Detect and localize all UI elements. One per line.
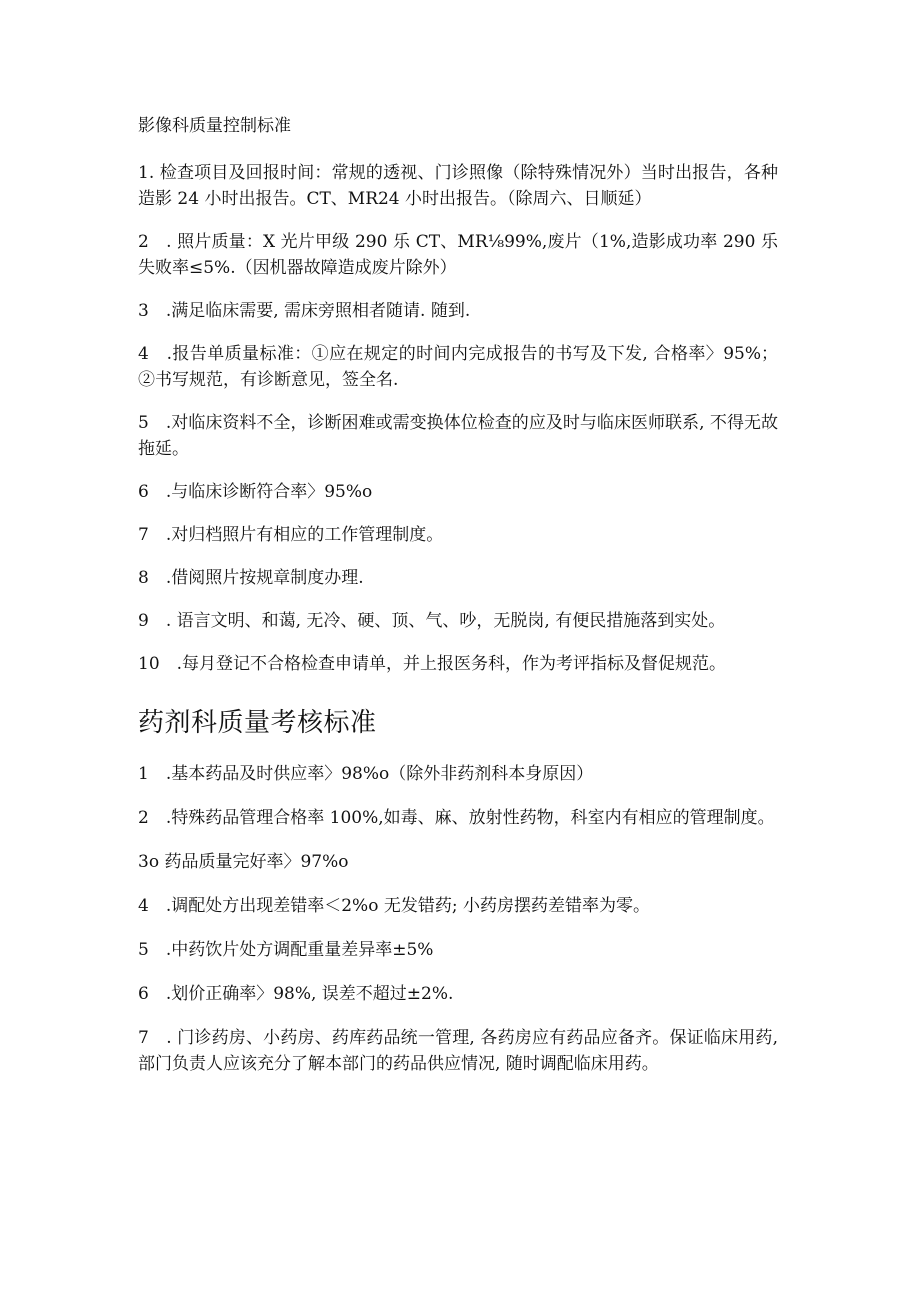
imaging-item-7: 7 .对归档照片有相应的工作管理制度。	[138, 525, 444, 545]
pharmacy-item-3: 3o 药品质量完好率〉97%o	[138, 852, 349, 872]
imaging-item-2: 2 . 照片质量：X 光片甲级 290 乐 CT、MR⅛99%,废片（1%,造影成功率 290 乐失败率≤5%.（因机器故障造成废片除外）	[138, 232, 778, 278]
pharmacy-item-6: 6 .划价正确率〉98%, 误差不超过±2%.	[138, 984, 454, 1004]
imaging-item-5: 5 .对临床资料不全，诊断困难或需变换体位检查的应及时与临床医师联系, 不得无故拖延。	[138, 413, 778, 459]
imaging-item-8: 8 .借阅照片按规章制度办理.	[138, 568, 364, 588]
pharmacy-section	[138, 703, 778, 1077]
imaging-item-3: 3 .满足临床需要, 需床旁照相者随请. 随到.	[138, 301, 471, 321]
imaging-section-title: 影像科质量控制标准	[138, 116, 291, 136]
pharmacy-section-title: 药剂科质量考核标准	[138, 708, 377, 738]
imaging-item-6: 6 .与临床诊断符合率〉95%o	[138, 482, 373, 502]
imaging-section	[138, 112, 778, 677]
pharmacy-item-7: 7 . 门诊药房、小药房、药库药品统一管理, 各药房应有药品应备齐。保证临床用药, 部门负责人应该充分了解本部门的药品供应情况, 随时调配临床用药。	[138, 1028, 778, 1074]
pharmacy-item-1: 1 .基本药品及时供应率〉98%o（除外非药剂科本身原因）	[138, 764, 594, 784]
imaging-item-9: 9 . 语言文明、和蔼, 无冷、硬、顶、气、吵，无脱岗, 有便民措施落到实处。	[138, 611, 726, 631]
imaging-item-10: 10 .每月登记不合格检查申请单，并上报医务科，作为考评指标及督促规范。	[138, 654, 727, 674]
pharmacy-item-2: 2 .特殊药品管理合格率 100%,如毒、麻、放射性药物，科室内有相应的管理制度。	[138, 808, 775, 828]
imaging-item-1: 1. 检查项目及回报时间：常规的透视、门诊照像（除特殊情况外）当时出报告，各种造影 24 小时出报告。CT、MR24 小时出报告。（除周六、日顺延）	[138, 163, 778, 209]
pharmacy-item-5: 5 .中药饮片处方调配重量差异率±5%	[138, 940, 434, 960]
pharmacy-item-4: 4 .调配处方出现差错率＜2%o 无发错药; 小药房摆药差错率为零。	[138, 896, 650, 916]
document-page	[138, 112, 778, 1095]
imaging-item-4: 4 .报告单质量标准：①应在规定的时间内完成报告的书写及下发, 合格率〉95%；②书写规范，有诊断意见，签全名.	[138, 344, 778, 390]
